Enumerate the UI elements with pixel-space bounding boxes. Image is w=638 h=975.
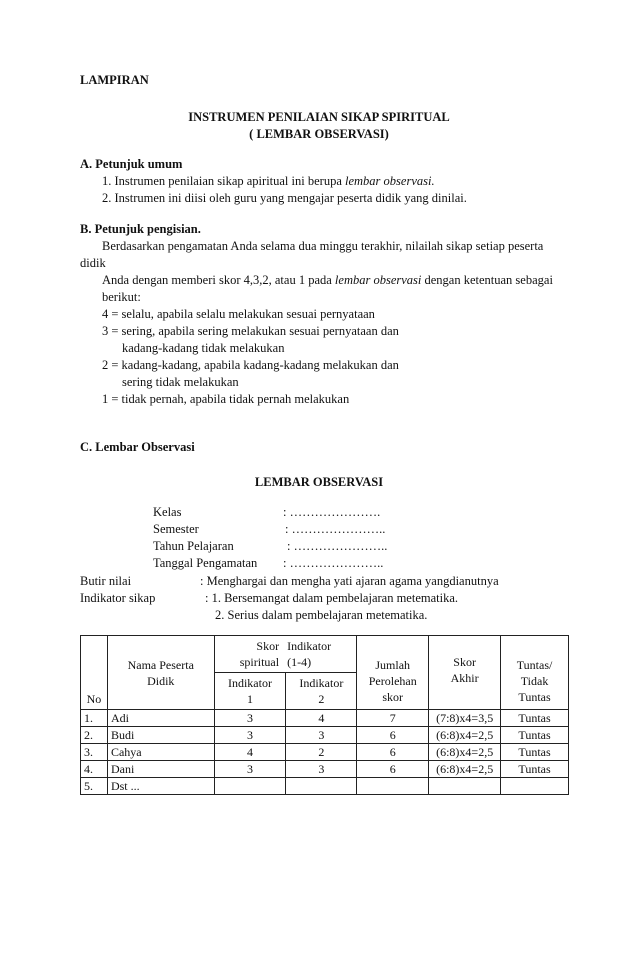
cell-jumlah: 6 [357,744,429,761]
header-akhir-line-1: Skor [453,655,476,669]
header-no [81,636,108,710]
cell-ind1: 3 [214,710,286,727]
cell-nama: Cahya [107,744,214,761]
cell-no: 5. [81,778,108,795]
tahun-label: Tahun Pelajaran [153,539,234,553]
butir-value: : Menghargai dan mengha yati ajaran agama yangdianutnya [200,574,499,588]
cell-akhir: (7:8)x4=3,5 [429,710,501,727]
cell-akhir: (6:8)x4=2,5 [429,761,501,778]
document-subtitle: ( LEMBAR OBSERVASI) [249,127,389,141]
cell-tuntas: Tuntas [501,727,569,744]
section-c-title: C. Lembar Observasi [80,440,195,454]
page-heading: LAMPIRAN [80,73,149,87]
table-row [81,727,569,744]
cell-akhir [429,778,501,795]
header-tuntas-line-3: Tuntas [518,689,551,704]
cell-tuntas [501,778,569,795]
cell-jumlah: 7 [357,710,429,727]
scale-3: 3 = sering, apabila sering melakukan sesuai pernyataan dan [102,324,399,338]
cell-tuntas: Tuntas [501,761,569,778]
header-indikator-line-2: (1-4) [287,655,312,669]
cell-ind1 [214,778,286,795]
cell-tuntas: Tuntas [501,744,569,761]
cell-jumlah: 6 [357,727,429,744]
header-no-label: No [86,692,102,706]
section-b-line-2: didik [80,256,106,270]
observation-table [80,635,569,795]
header-jumlah-line-3: skor [382,689,404,704]
tahun-value: : ………………….. [287,539,388,553]
header-skor-line-1: Skor [256,639,280,653]
header-ind1-line-2: 1 [246,692,253,706]
scale-4: 4 = selalu, apabila selalu melakukan sesuai pernyataan [102,307,375,321]
cell-nama: Dani [107,761,214,778]
cell-ind2 [286,778,357,795]
scale-1: 1 = tidak pernah, apabila tidak pernah melakukan [102,392,350,406]
header-ind2-line-1: Indikator [299,676,344,690]
cell-no: 4. [81,761,108,778]
header-jumlah-line-1: Jumlah [375,657,411,672]
cell-jumlah [357,778,429,795]
header-jumlah [357,636,429,710]
semester-value: : ………………….. [285,522,386,536]
section-a-title: A. Petunjuk umum [80,157,183,171]
cell-ind1: 3 [214,727,286,744]
cell-no: 1. [81,710,108,727]
header-skor-spiritual [214,636,357,673]
cell-no: 2. [81,727,108,744]
header-nama-line-1: Nama Peserta [127,657,194,672]
table-row [81,744,569,761]
header-ind2-line-2: 2 [318,692,325,706]
cell-ind2: 4 [286,710,357,727]
section-c-subtitle: LEMBAR OBSERVASI [254,475,384,489]
document-title: INSTRUMEN PENILAIAN SIKAP SPIRITUAL [188,110,450,124]
cell-no: 3. [81,744,108,761]
kelas-value: : …………………. [283,505,381,519]
cell-jumlah: 6 [357,761,429,778]
cell-ind1: 3 [214,761,286,778]
cell-nama: Budi [107,727,214,744]
cell-ind2: 2 [286,744,357,761]
header-tuntas [501,636,569,710]
table-row [81,761,569,778]
tanggal-value: : ………………….. [283,556,384,570]
header-indikator-line-1: Indikator [287,639,332,653]
header-nama [107,636,214,710]
scale-2: 2 = kadang-kadang, apabila kadang-kadang melakukan dan [102,358,399,372]
header-skor-akhir [429,636,501,710]
header-indikator-2 [286,673,357,710]
indikator-value-1: : 1. Bersemangat dalam pembelajaran metematika. [205,591,459,605]
header-nama-line-2: Didik [147,673,175,688]
section-a-item-1-italic: lembar observasi. [345,174,435,188]
section-b-line-3-italic: lembar observasi [334,273,422,287]
kelas-label: Kelas [153,505,182,519]
section-a-item-2: 2. Instrumen ini diisi oleh guru yang mengajar peserta didik yang dinilai. [102,191,467,205]
header-jumlah-line-2: Perolehan [368,673,417,688]
cell-ind1: 4 [214,744,286,761]
section-b-title: B. Petunjuk pengisian. [80,222,201,236]
header-indikator-1 [214,673,286,710]
cell-ind2: 3 [286,761,357,778]
tanggal-label: Tanggal Pengamatan [153,556,258,570]
cell-nama: Dst ... [107,778,214,795]
cell-tuntas: Tuntas [501,710,569,727]
header-tuntas-line-2: Tidak [520,673,549,688]
semester-label: Semester [153,522,199,536]
section-a-item-1 [102,174,435,189]
scale-3-cont: kadang-kadang tidak melakukan [122,341,285,355]
section-a-item-1-text: 1. Instrumen penilaian sikap apiritual ini berupa [102,174,345,188]
cell-ind2: 3 [286,727,357,744]
section-b-line-3-pre: Anda dengan memberi skor 4,3,2, atau 1 pada [102,273,335,287]
section-b-line-3-post: dengan ketentuan sebagai [421,273,553,287]
header-skor-line-2: spiritual [239,655,280,669]
indikator-value-2: 2. Serius dalam pembelajaran metematika. [215,608,428,622]
table-row [81,778,569,795]
section-b-line-1: Berdasarkan pengamatan Anda selama dua minggu terakhir, nilailah sikap setiap peserta [102,239,544,253]
indikator-label: Indikator sikap [80,591,156,605]
header-akhir-line-2: Akhir [450,671,479,685]
cell-akhir: (6:8)x4=2,5 [429,744,501,761]
section-b-line-4: berikut: [102,290,141,304]
cell-akhir: (6:8)x4=2,5 [429,727,501,744]
section-b-line-3 [102,273,553,288]
header-ind1-line-1: Indikator [227,676,272,690]
scale-2-cont: sering tidak melakukan [122,375,239,389]
header-tuntas-line-1: Tuntas/ [516,657,553,672]
table-row [81,710,569,727]
cell-nama: Adi [107,710,214,727]
butir-label: Butir nilai [80,574,132,588]
